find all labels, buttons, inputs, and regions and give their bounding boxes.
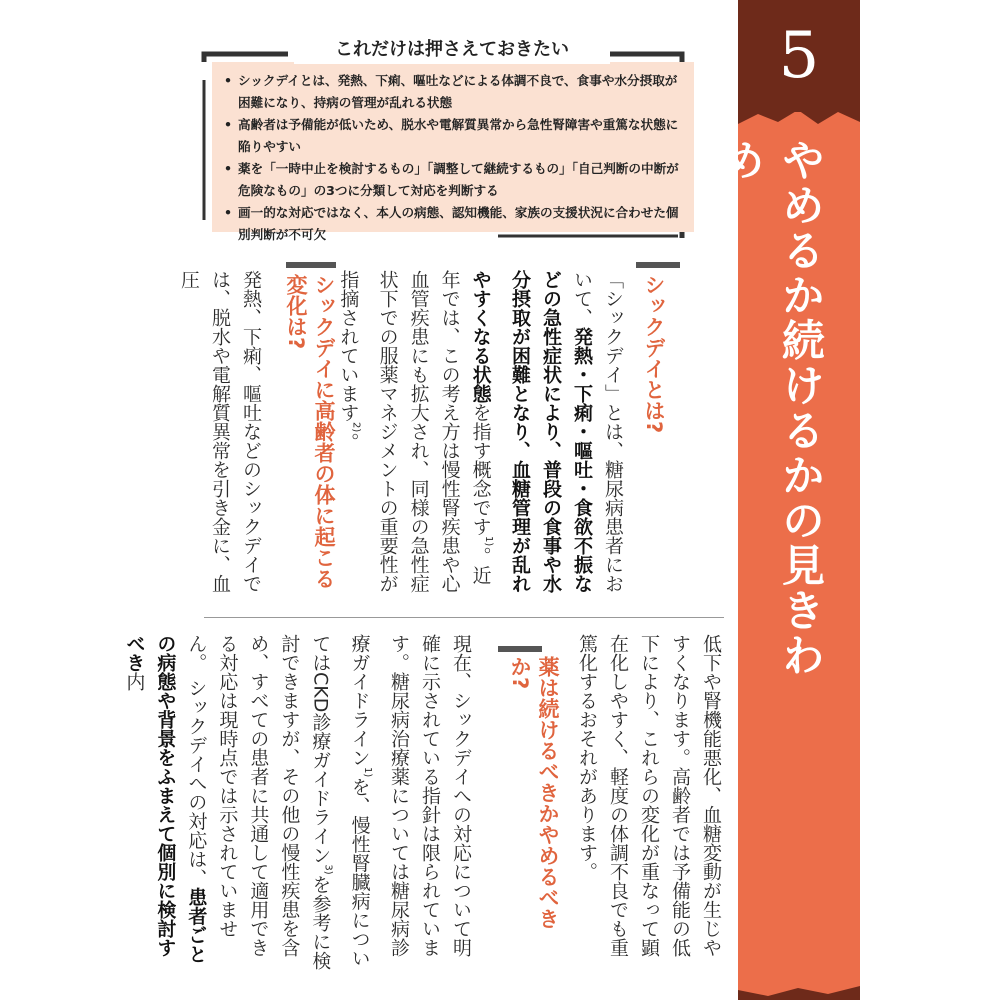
bullet: •	[224, 73, 233, 88]
section-heading-continue-or-stop: 薬は続けるべきかやめるべきか?	[508, 656, 560, 929]
section-body-elderly-changes: 発熱、下痢、嘔吐などのシックデイでは、脱水や電解質異常を引き金に、血圧	[178, 270, 262, 593]
section-body-elderly-changes-cont: 低下や腎機能悪化、血糖変動が生じやすくなります。高齢者では予備能の低下により、これらの変化が重なって顕在化しやすく、軽度の体調不良でも重篤化するおそれがあります。	[576, 634, 722, 957]
chapter-notch-decoration	[738, 104, 860, 130]
section-heading-elderly-changes: シックデイに高齢者の体に起こる変化は?	[284, 274, 336, 589]
section-heading-bar	[498, 646, 542, 652]
key-point-item: • 高齢者は予備能が低いため、脱水や電解質異常から急性腎障害や重篤な状態に陥りやすい	[222, 114, 682, 158]
bullet: •	[224, 161, 233, 176]
section-heading-bar	[636, 262, 680, 268]
section-body-continue-or-stop: 現在、シックデイへの対応について明確に示されている指針は限られています。糖尿病治療薬については糖尿病診療ガイドライン$^{1)}$を、慢性腎臓病についてはCKD診療ガイドライン$^{3)}$を参考に検討できますが、その他の慢性疾患を含め、すべての患者に共通して適用できる対応は現時点では示されていません。 シックデイへの対応は、患者ごとの病態や背景をふまえて個別に検討すべき内	[123, 634, 472, 970]
chapter-title: やめるか続けるかの見きわめ	[715, 138, 825, 678]
bullet: •	[224, 205, 233, 220]
chapter-bottom-decoration	[738, 982, 860, 1000]
section-heading-sickday: シックデイとは?	[642, 274, 666, 434]
key-points-title: これだけは押さえておきたい	[335, 39, 569, 60]
section-heading-bar	[286, 262, 336, 268]
key-points-list	[222, 70, 682, 246]
bullet: •	[224, 117, 233, 132]
key-point-item: • 薬を「一時中止を検討するもの」「調整して継続するもの」「自己判断の中断が危険なもの」の3つに分類して対応を判断する	[222, 158, 682, 202]
chapter-number: 5	[778, 19, 820, 93]
key-point-item: • 画一的な対応ではなく、本人の病態、認知機能、家族の支援状況に合わせた個別判断が不可欠	[222, 202, 682, 246]
key-point-item: • シックデイとは、発熱、下痢、嘔吐などによる体調不良で、食事や水分摂取が困難になり、持病の管理が乱れる状態	[222, 70, 682, 114]
section-body-sickday: 「シックデイ」とは、糖尿病患者において、発熱・下痢・嘔吐・食欲不振などの急性症状により、普段の食事や水分摂取が困難となり、血糖管理が乱れやすくなる状態を指す概念です$^{1)}$。近年では、この考え方は慢性腎疾患や心血管疾患にも拡大され、同様の急性症状下での服薬マネジメントの重要性が指摘されています$^{2)}$。	[337, 270, 624, 593]
horizontal-divider	[204, 617, 724, 618]
